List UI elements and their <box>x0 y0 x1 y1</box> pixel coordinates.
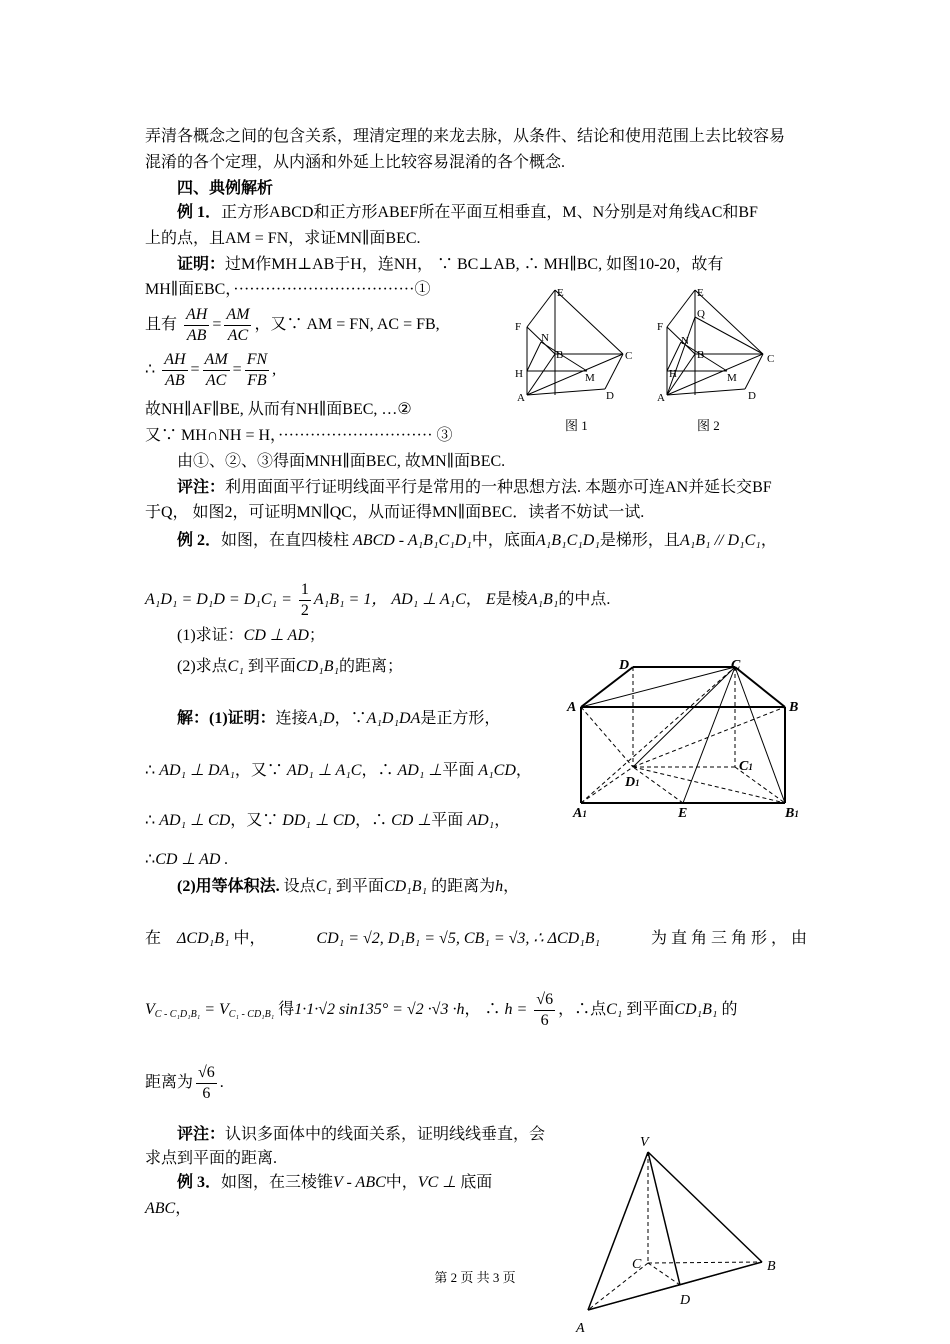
ex3-statement-2: ABC， <box>145 1200 192 1217</box>
prism-name: ABCD - A₁B₁C₁D₁ <box>353 532 472 549</box>
svg-text:E: E <box>697 287 704 299</box>
remark-text: 利用面面平行证明线面平行是常用的一种思想方法. 本题亦可连AN并延长交BF <box>225 479 772 496</box>
page-footer: 第 2 页 共 3 页 <box>434 1270 516 1285</box>
svg-text:N: N <box>541 332 549 344</box>
ex1-proof-1 <box>177 254 723 276</box>
ex1-proof-5: 故NH∥AF∥BE, 从而有NH∥面BEC, …② <box>145 401 412 418</box>
svg-text:B1: B1 <box>785 806 799 821</box>
svg-text:C: C <box>632 1257 642 1272</box>
svg-text:D: D <box>619 658 630 673</box>
svg-text:A1: A1 <box>573 806 587 821</box>
ex2-part2-3: $V_{C - C_1D_1B_1} = V_{C_1 - CD_1B_1}$ 得1·1·√2 sin135° = √2 ·√3 ·h， ∴ h = $\frac{√6}{6}$ ，∴点C₁ 到平面CD₁B₁ 的 <box>145 991 738 1029</box>
svg-text:D: D <box>680 1293 691 1308</box>
ex2-remark-1: 评注：认识多面体中的线面关系，证明线线垂直，会 <box>177 1126 546 1143</box>
ex1-remark-1 <box>177 477 772 499</box>
proof-label: 证明： <box>177 256 226 273</box>
frac-fn-fb: $\frac{FN}{FB}$ <box>246 351 268 389</box>
svg-text:E: E <box>557 287 564 299</box>
ex1-proof-2: MH∥面EBC，··································① <box>145 281 431 298</box>
svg-text:D: D <box>606 390 614 402</box>
svg-text:C1: C1 <box>739 759 753 774</box>
intro-line-1: 弄清各概念之间的包含关系，理清定理的来龙去脉，从条件、结论和使用范围上去比较容易 <box>145 128 786 145</box>
ex2-part2-1: (2)用等体积法. 设点C₁ 到平面CD₁B₁ 的距离为h， <box>177 878 520 895</box>
part2-label: (2)用等体积法. <box>177 878 280 895</box>
frac-ah-ab: $\frac{AH}{AB}$ <box>186 306 208 344</box>
frac-h: $\frac{√6}{6}$ <box>536 991 554 1029</box>
ex1-remark-2: 于Q， 如图2，可证明MN∥QC，从而证得MN∥面BEC．读者不妨试一试. <box>145 504 645 521</box>
intro-line-2: 混淆的各个定理，从内涵和外延上比较容易混淆的各个概念. <box>145 154 566 171</box>
fig1-caption: 图 1 <box>565 418 588 433</box>
svg-text:Q: Q <box>697 308 705 320</box>
ex2-statement-2: A₁D₁ = D₁D = D₁C₁ = $\frac{1}{2}$ A₁B₁ = 1， AD₁ ⊥ A₁C， E是棱A₁B₁的中点. <box>145 581 611 619</box>
ex1-stmt1: 正方形ABCD和正方形ABEF所在平面互相垂直，M、N分别是对角线AC和BF <box>221 204 758 221</box>
ex2-part2-2: 在 ΔCD₁B₁ 中， CD₁ = √2, D₁B₁ = √5, CB₁ = √3, ∴ ΔCD₁B₁ 为 直 角 三 角 形 ， 由 <box>145 930 807 947</box>
tetrahedron-figure <box>570 1130 790 1340</box>
svg-text:B: B <box>697 349 705 361</box>
ex2-question-1: (1)求证：CD ⊥ AD； <box>177 627 325 644</box>
frac-am-ac: $\frac{AM}{AC}$ <box>226 306 250 344</box>
ex2-solution-2: ∴ AD₁ ⊥ DA₁，又∵ AD₁ ⊥ A₁C，∴ AD₁ ⊥平面 A₁CD， <box>145 762 532 779</box>
ex1-label: 例 1． <box>177 204 222 221</box>
svg-text:C: C <box>625 350 633 362</box>
frac-distance: $\frac{√6}{6}$ <box>198 1064 215 1102</box>
ex1-proof-7: 由①、②、③得面MNH∥面BEC, 故MN∥面BEC. <box>177 453 506 470</box>
fig2-caption: 图 2 <box>697 418 720 433</box>
solution-label: 解：(1)证明： <box>177 710 276 727</box>
svg-text:V: V <box>640 1135 649 1150</box>
ex2-solution-1: 解：(1)证明：连接A₁D，∵A₁D₁DA是正方形， <box>177 710 501 727</box>
svg-text:F: F <box>657 321 664 333</box>
svg-text:B: B <box>789 700 799 715</box>
ex2-label: 例 2． <box>177 532 222 549</box>
ex2-statement-1: 例 2．如图，在直四棱柱 ABCD - A₁B₁C₁D₁中，底面A₁B₁C₁D₁是梯形，且A₁B₁ // D₁C₁， <box>177 532 777 549</box>
svg-text:H: H <box>515 368 523 380</box>
svg-text:N: N <box>681 335 689 347</box>
svg-text:B: B <box>556 349 564 361</box>
ex3-statement-1: 例 3．如图，在三棱锥V - ABC中，VC ⊥ 底面 <box>177 1174 493 1191</box>
ex3-label: 例 3． <box>177 1174 222 1191</box>
ex2-solution-3: ∴ AD₁ ⊥ CD，又∵ DD₁ ⊥ CD，∴ CD ⊥平面 AD₁， <box>145 812 511 829</box>
remark-label: 评注： <box>177 479 226 496</box>
prism-figure <box>563 655 803 825</box>
ex2-question-2: (2)求点C₁ 到平面CD₁B₁的距离； <box>177 658 404 675</box>
ex2-solution-4: ∴CD ⊥ AD . <box>145 851 229 868</box>
svg-text:A: A <box>576 1321 585 1336</box>
also-has: 且有 <box>145 316 178 334</box>
svg-text:D1: D1 <box>625 775 640 790</box>
svg-text:C: C <box>767 353 775 365</box>
ex1-proof-6: 又∵ MH∩NH = H，····························· ③ <box>145 427 453 444</box>
therefore-symbol: ∴ <box>145 361 156 379</box>
eq-sign: = <box>190 361 200 379</box>
eq-sign: = <box>232 361 242 379</box>
frac-am-ac-2: $\frac{AM}{AC}$ <box>204 351 228 389</box>
svg-text:F: F <box>515 321 522 333</box>
frac-half: $\frac{1}{2}$ <box>300 581 309 619</box>
svg-text:A: A <box>657 392 665 404</box>
svg-text:A: A <box>567 700 577 715</box>
svg-text:E: E <box>678 806 688 821</box>
svg-text:M: M <box>727 372 737 384</box>
parallel-relation: A₁B₁ // D₁C₁ <box>679 532 761 549</box>
ex1-proof-4: ∴ $\frac{AH}{AB}$ = $\frac{AM}{AC}$ = $\frac{FN}{FB}$ , <box>145 351 277 389</box>
svg-text:C: C <box>731 658 741 673</box>
ex1-proof-3 <box>145 305 440 346</box>
ex1-statement-1 <box>177 202 758 224</box>
eq-sign: = <box>212 316 222 334</box>
ex1-statement-2: 上的点，且AM = FN，求证MN∥面BEC. <box>145 230 421 247</box>
ex2-remark-2: 求点到平面的距离. <box>145 1150 278 1167</box>
svg-text:H: H <box>669 368 677 380</box>
ex2-distance: 距离为 $\frac{√6}{6}$ . <box>145 1064 224 1102</box>
frac-ah-ab-2: $\frac{AH}{AB}$ <box>164 351 186 389</box>
section-title: 四、典例解析 <box>177 180 274 197</box>
svg-text:M: M <box>585 372 595 384</box>
ex2-remark-label: 评注： <box>177 1126 226 1143</box>
svg-text:D: D <box>748 390 756 402</box>
base-name: A₁B₁C₁D₁ <box>535 532 600 549</box>
proof-text-1: 过M作MH⊥AB于H，连NH， ∵ BC⊥AB, ∴ MH∥BC, 如图10-20，故有 <box>225 256 724 273</box>
svg-text:A: A <box>517 392 525 404</box>
figure-1-2 <box>505 282 790 442</box>
svg-text:B: B <box>767 1259 776 1274</box>
proof3-tail: ，又∵ AM = FN, AC = FB, <box>254 316 440 334</box>
